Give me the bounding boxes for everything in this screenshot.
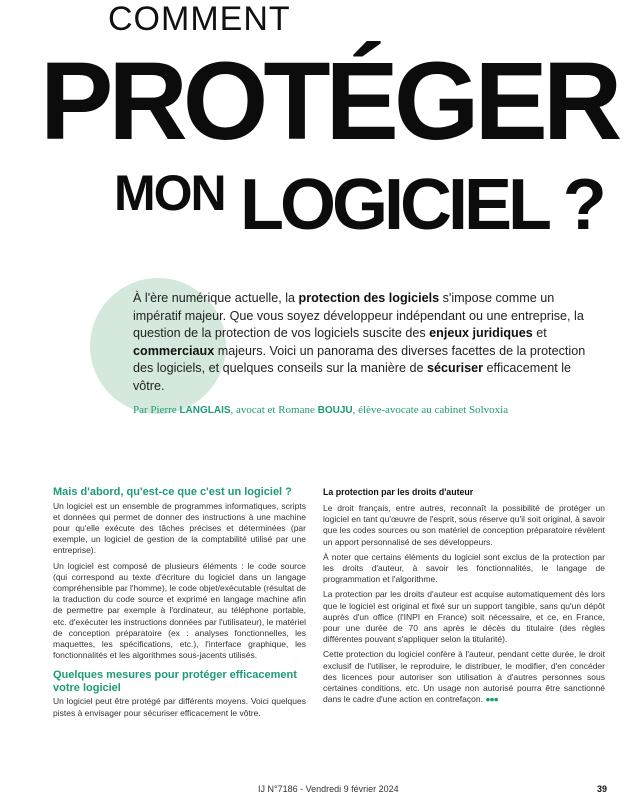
paragraph: La protection par les droits d'auteur est acquise automatiquement dès lors que le logiciel est original et fixé sur un support tangible, sans qu'un dépôt auprès d'un office (l'INPI en France) soit nécessaire, et ce, en France, pour une durée de 70 ans après le décès du titulaire (des règles différentes pouvant s'appliquer selon la titularité). — [323, 589, 605, 645]
intro-bold: enjeux juridiques — [429, 326, 533, 340]
paragraph: À noter que certains éléments du logiciel sont exclus de la protection par les droits d'auteur, à savoir les fonctionnalités, le langage de programmation et l'algorithme. — [323, 551, 605, 585]
left-column — [53, 486, 306, 723]
byline-text: , élève-avocate au cabinet Solvoxia — [352, 404, 509, 416]
section-heading: Quelques mesures pour protéger efficacement votre logiciel — [53, 669, 297, 694]
byline-text: Par Pierre — [133, 404, 180, 416]
intro-text: s'impose comme un impératif majeur. Que vous soyez développeur indépendant ou une entreprise, la question de la protection de vos logiciels suscite des — [133, 291, 584, 340]
title-proteger: PROTÉGER — [40, 40, 618, 163]
end-mark-icon: ●●● — [485, 694, 498, 705]
page-number: 39 — [597, 784, 608, 794]
right-column — [323, 487, 605, 709]
footer-issue: IJ N°7186 - Vendredi 9 février 2024 — [258, 784, 399, 794]
intro-paragraph — [133, 290, 595, 395]
intro-text: majeurs. Voici un panorama des diverses facettes de la protection des logiciels, et quelques conseils sur la manière de — [133, 343, 586, 375]
section-heading: Mais d'abord, qu'est-ce que c'est un logiciel ? — [53, 486, 292, 498]
title-logiciel: LOGICIEL ? — [240, 165, 603, 245]
byline — [133, 403, 595, 418]
intro-text: et — [532, 326, 547, 340]
byline-text: , avocat et Romane — [230, 404, 318, 416]
author-name: LANGLAIS — [179, 405, 231, 416]
intro-text: efficacement le vôtre. — [133, 361, 572, 393]
paragraph-text: Cette protection du logiciel confère à l'auteur, pendant cette durée, le droit exclusif de l'utiliser, le reproduire, le distribuer, le modifier, d'en concéder des licences pour autoriser son utilisation à d'autres personnes sous certaines conditions, etc. Un usage non autorisé pourra être sanctionné dans le cadre d'une action en contrefaçon. — [323, 649, 605, 705]
subsection-heading: La protection par les droits d'auteur — [323, 487, 474, 497]
intro-bold: protection des logiciels — [298, 291, 440, 305]
intro-text: À l'ère numérique actuelle, la — [133, 291, 299, 305]
title-comment: COMMENT — [108, 0, 291, 38]
title-mon: MON — [114, 165, 225, 221]
paragraph — [323, 649, 605, 705]
paragraph: Le droit français, entre autres, reconnaît la possibilité de protéger un logiciel en tant qu'œuvre de l'esprit, sous réserve qu'il soit original, à savoir que les codes sources ou son matériel de conception préparatoire révèlent un apport personnalisé de ses développeurs. — [323, 503, 605, 547]
author-name: BOUJU — [317, 405, 353, 416]
intro-bold: sécuriser — [427, 361, 484, 375]
paragraph: Un logiciel est composé de plusieurs éléments : le code source (qui correspond au texte d'écriture du logiciel dans un langage compréhensible par l'homme), le code objet/exécutable (résultat de la traduction du code source et exprimé en langage machine afin de permettre par exemple à l'ordinateur, au téléphone portable, etc. d'exécuter les instructions données par l'utilisateur), le matériel de conception préparatoire (ex : analyses fonctionnelles, les maquettes, les spécifications, etc.), l'interface graphique, les fonctionnalités et les algorithmes sous-jacents utilisés. — [53, 560, 306, 661]
intro-block — [133, 290, 595, 418]
intro-bold: commerciaux — [133, 343, 215, 358]
paragraph: Un logiciel peut être protégé par différents moyens. Voici quelques pistes à envisager pour sécuriser efficacement le vôtre. — [53, 696, 306, 718]
paragraph: Un logiciel est un ensemble de programmes informatiques, scripts et données qui permet de donner des instructions à une machine pour qu'elle exécute des tâches précises et déterminées (par exemple, un logiciel de gestion de la comptabilité utilisé par une entreprise). — [53, 500, 306, 556]
